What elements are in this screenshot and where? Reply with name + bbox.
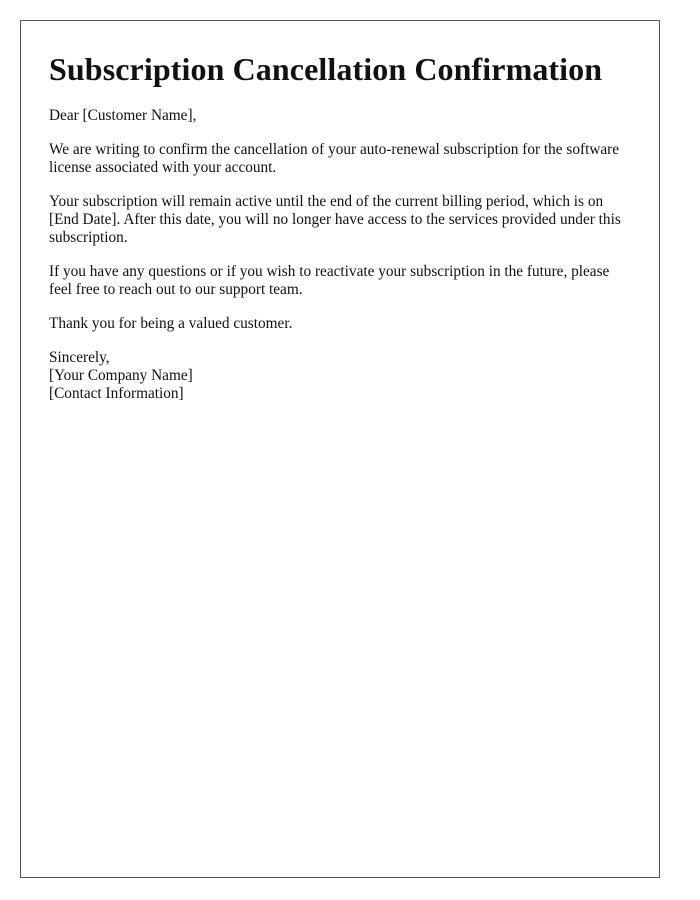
signature-block xyxy=(49,349,631,403)
paragraph-confirmation: We are writing to confirm the cancellation of your auto-renewal subscription for the software license associated with your account. xyxy=(49,141,620,176)
paragraph-support: If you have any questions or if you wish to reactivate your subscription in the future, please feel free to reach out to our support team. xyxy=(49,263,610,298)
contact-information: [Contact Information] xyxy=(49,385,184,402)
company-name: [Your Company Name] xyxy=(49,367,193,384)
letter-title: Subscription Cancellation Confirmation xyxy=(49,51,603,87)
closing-text: Sincerely, xyxy=(49,349,110,366)
paragraph-active-until: Your subscription will remain active until the end of the current billing period, which is on [End Date]. After this date, you will no longer have access to the services provided under this subscription. xyxy=(49,193,621,246)
paragraph-thanks: Thank you for being a valued customer. xyxy=(49,315,293,332)
letter-page xyxy=(20,20,660,878)
salutation: Dear [Customer Name], xyxy=(49,107,197,124)
